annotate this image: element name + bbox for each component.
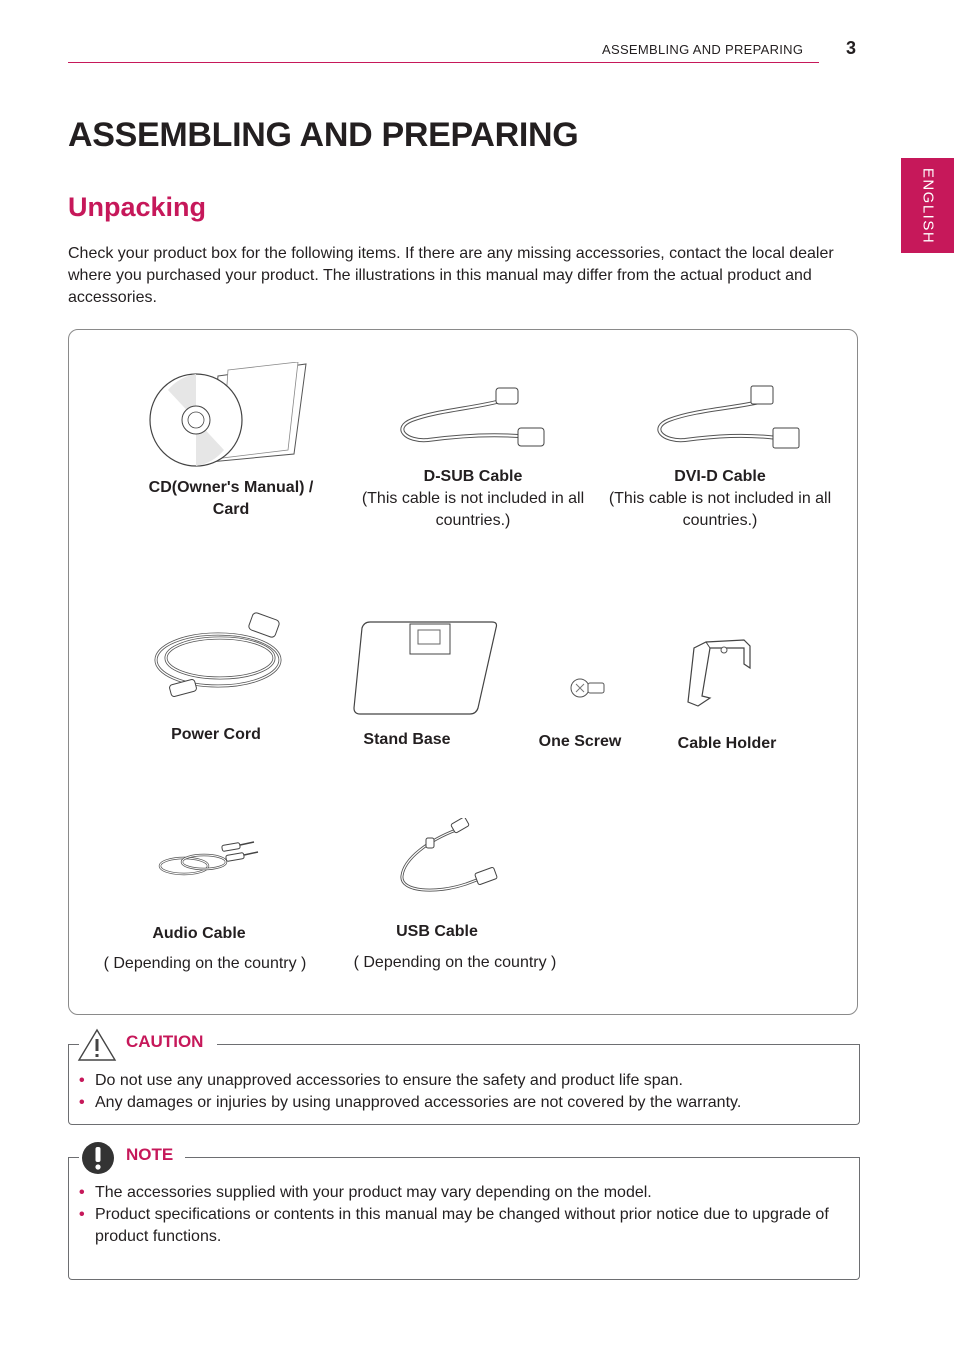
warning-triangle-icon	[77, 1028, 117, 1062]
dvid-note-line1: (This cable is not included in all	[608, 490, 832, 507]
power-label	[140, 724, 292, 746]
cd-card-icon	[148, 362, 310, 470]
list-item: • Product specifications or contents in this manual may be changed without prior notice due to upgrade of product functions.	[69, 1204, 859, 1248]
stand-label	[346, 729, 468, 751]
power-cord-icon	[152, 610, 298, 698]
caution-label: CAUTION	[126, 1032, 204, 1051]
usb-note: ( Depending on the country )	[353, 954, 557, 971]
dsub-note-line1: (This cable is not included in all	[361, 490, 585, 507]
holder-name: Cable Holder	[677, 735, 777, 752]
usb-cable-icon	[396, 818, 500, 898]
audio-cable-icon	[156, 836, 260, 880]
audio-name: Audio Cable	[152, 925, 246, 942]
cd-name-line2: Card	[212, 501, 250, 518]
list-item: • The accessories supplied with your product may vary depending on the model.	[69, 1182, 859, 1204]
intro-paragraph: Check your product box for the following items. If there are any missing accessories, contact the local dealer where you purchased your product. The illustrations in this manual may differ from the actual product and accessories.	[68, 245, 834, 306]
page-title: ASSEMBLING AND PREPARING	[68, 116, 579, 154]
usb-name: USB Cable	[396, 923, 478, 940]
note-box	[68, 1145, 860, 1280]
audio-note: ( Depending on the country )	[103, 955, 307, 972]
running-header-section: ASSEMBLING AND PREPARING	[602, 42, 804, 57]
language-tab-label: ENGLISH	[919, 167, 936, 244]
caution-list	[69, 1070, 859, 1114]
dsub-cable-icon	[398, 380, 548, 454]
dvid-note-line2: countries.)	[682, 512, 758, 529]
usb-label	[380, 921, 494, 943]
note-list	[69, 1182, 859, 1248]
header-rule	[68, 62, 819, 63]
stand-name: Stand Base	[363, 731, 451, 748]
dvid-label	[597, 466, 843, 532]
screw-name: One Screw	[538, 733, 622, 750]
language-tab	[901, 158, 954, 253]
list-item: • Any damages or injuries by using unapproved accessories are not covered by the warranty.	[69, 1092, 859, 1114]
dvid-cable-icon	[655, 380, 805, 454]
dvid-name: DVI-D Cable	[674, 468, 766, 485]
dsub-note-line2: countries.)	[435, 512, 511, 529]
note-exclamation-icon	[81, 1141, 115, 1175]
dsub-label	[350, 466, 596, 532]
screw-icon	[568, 676, 608, 700]
cable-holder-icon	[684, 636, 756, 710]
stand-base-icon	[352, 620, 500, 716]
audio-label	[128, 923, 270, 945]
note-label: NOTE	[126, 1145, 174, 1164]
list-item: • Do not use any unapproved accessories to ensure the safety and product life span.	[69, 1070, 859, 1092]
holder-label	[664, 733, 790, 755]
page-number: 3	[846, 38, 857, 58]
caution-box	[68, 1032, 860, 1125]
dsub-name: D-SUB Cable	[423, 468, 523, 485]
cd-name-line1: CD(Owner's Manual) /	[148, 479, 314, 496]
cd-label	[128, 477, 334, 521]
power-name: Power Cord	[171, 726, 261, 743]
section-title: Unpacking	[68, 192, 207, 222]
screw-label	[528, 731, 632, 753]
